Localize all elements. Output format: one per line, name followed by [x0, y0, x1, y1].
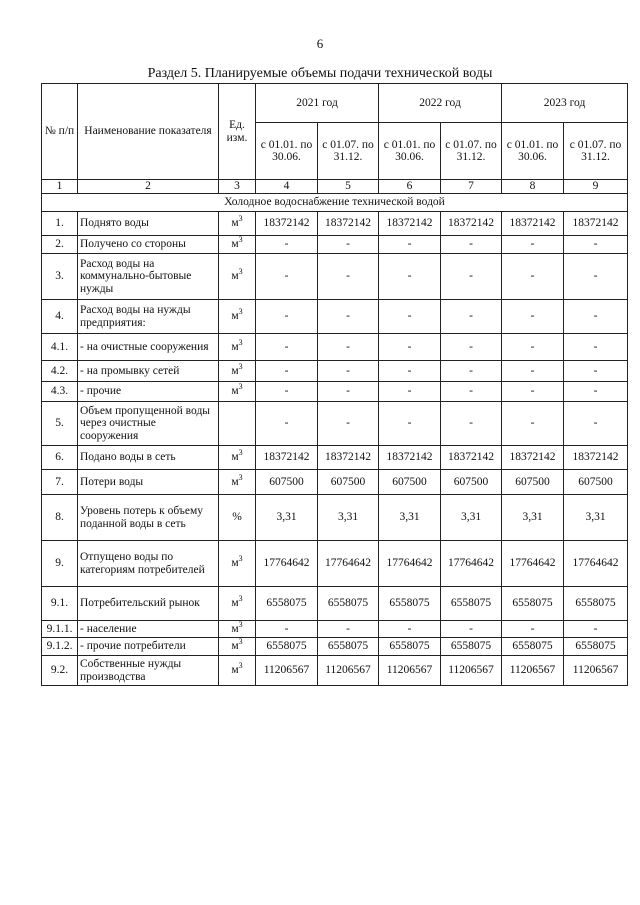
- section-row: [42, 194, 628, 212]
- value-cell: -: [256, 382, 318, 402]
- col-header-unit: Ед. изм.: [219, 84, 256, 180]
- row-number: 6.: [42, 446, 78, 470]
- value-cell: 17764642: [502, 541, 564, 587]
- value-cell: 3,31: [441, 495, 502, 541]
- unit-exponent: 3: [238, 620, 243, 629]
- table-row: [42, 638, 628, 656]
- period-header: с 01.01. по 30.06.: [502, 123, 564, 180]
- col-header-num: № п/п: [42, 84, 78, 180]
- row-number: 4.1.: [42, 334, 78, 361]
- value-cell: 11206567: [318, 656, 379, 686]
- table-row: [42, 656, 628, 686]
- value-cell: -: [564, 236, 628, 254]
- unit-cell: [219, 212, 256, 236]
- unit-cell: [219, 621, 256, 638]
- value-cell: -: [441, 300, 502, 334]
- table-row: [42, 470, 628, 495]
- value-cell: 17764642: [441, 541, 502, 587]
- value-cell: 607500: [256, 470, 318, 495]
- table-row: [42, 621, 628, 638]
- unit-cell: [219, 541, 256, 587]
- unit-cell: [219, 300, 256, 334]
- value-cell: -: [564, 300, 628, 334]
- value-cell: 6558075: [256, 587, 318, 621]
- unit-cell: [219, 402, 256, 446]
- row-number: 5.: [42, 402, 78, 446]
- unit-text: м: [231, 597, 239, 610]
- water-supply-table: [41, 83, 628, 686]
- value-cell: -: [256, 402, 318, 446]
- value-cell: 3,31: [379, 495, 441, 541]
- value-cell: 11206567: [502, 656, 564, 686]
- value-cell: -: [564, 621, 628, 638]
- indicator-name: - население: [78, 621, 219, 638]
- unit-cell: [219, 254, 256, 300]
- col-header-name: Наименование показателя: [78, 84, 219, 180]
- section-title: Холодное водоснабжение технической водой: [42, 194, 628, 212]
- value-cell: 6558075: [256, 638, 318, 656]
- value-cell: 18372142: [379, 212, 441, 236]
- indicator-name: Получено со стороны: [78, 236, 219, 254]
- row-number: 4.2.: [42, 361, 78, 382]
- value-cell: 3,31: [502, 495, 564, 541]
- unit-text: м: [231, 451, 239, 464]
- value-cell: -: [502, 382, 564, 402]
- indicator-name: Подано воды в сеть: [78, 446, 219, 470]
- indicator-name: Поднято воды: [78, 212, 219, 236]
- value-cell: -: [318, 402, 379, 446]
- value-cell: 11206567: [379, 656, 441, 686]
- value-cell: -: [564, 382, 628, 402]
- value-cell: 6558075: [318, 587, 379, 621]
- value-cell: 18372142: [318, 212, 379, 236]
- value-cell: -: [318, 621, 379, 638]
- value-cell: -: [379, 382, 441, 402]
- value-cell: -: [502, 334, 564, 361]
- unit-text: м: [231, 385, 239, 398]
- column-number: 7: [441, 180, 502, 194]
- table-row: [42, 446, 628, 470]
- value-cell: -: [379, 300, 441, 334]
- row-number: 9.1.2.: [42, 638, 78, 656]
- value-cell: -: [318, 334, 379, 361]
- value-cell: -: [502, 361, 564, 382]
- row-number: 2.: [42, 236, 78, 254]
- column-number: 8: [502, 180, 564, 194]
- value-cell: -: [318, 300, 379, 334]
- indicator-name: Уровень потерь к объему поданной воды в сеть: [78, 495, 219, 541]
- value-cell: -: [379, 621, 441, 638]
- year-header-2023: 2023 год: [502, 84, 628, 123]
- value-cell: -: [564, 254, 628, 300]
- value-cell: -: [564, 402, 628, 446]
- table-row: [42, 382, 628, 402]
- value-cell: -: [318, 254, 379, 300]
- value-cell: 18372142: [379, 446, 441, 470]
- indicator-name: - прочие: [78, 382, 219, 402]
- value-cell: 18372142: [502, 212, 564, 236]
- value-cell: 6558075: [379, 587, 441, 621]
- year-header-2022: 2022 год: [379, 84, 502, 123]
- table-row: [42, 254, 628, 300]
- value-cell: 607500: [564, 470, 628, 495]
- value-cell: 18372142: [564, 212, 628, 236]
- unit-exponent: 3: [238, 235, 243, 245]
- indicator-name: Собственные нужды производства: [78, 656, 219, 686]
- row-number: 9.1.1.: [42, 621, 78, 638]
- column-number: 4: [256, 180, 318, 194]
- value-cell: 18372142: [318, 446, 379, 470]
- unit-text: м: [231, 238, 239, 251]
- value-cell: -: [502, 621, 564, 638]
- period-header: с 01.07. по 31.12.: [441, 123, 502, 180]
- period-header: с 01.01. по 30.06.: [256, 123, 318, 180]
- value-cell: -: [318, 236, 379, 254]
- indicator-name: Расход воды на нужды предприятия:: [78, 300, 219, 334]
- value-cell: -: [379, 361, 441, 382]
- unit-text: м: [231, 364, 239, 377]
- value-cell: 18372142: [502, 446, 564, 470]
- value-cell: 18372142: [256, 212, 318, 236]
- row-number: 4.: [42, 300, 78, 334]
- value-cell: 3,31: [256, 495, 318, 541]
- period-header: с 01.07. по 31.12.: [564, 123, 628, 180]
- unit-cell: [219, 470, 256, 495]
- column-number: 5: [318, 180, 379, 194]
- unit-cell: [219, 236, 256, 254]
- unit-exponent: 3: [238, 267, 243, 277]
- value-cell: 6558075: [318, 638, 379, 656]
- value-cell: 607500: [502, 470, 564, 495]
- value-cell: -: [441, 402, 502, 446]
- indicator-name: Потери воды: [78, 470, 219, 495]
- unit-exponent: 3: [238, 448, 243, 458]
- value-cell: -: [441, 382, 502, 402]
- value-cell: 6558075: [502, 638, 564, 656]
- value-cell: 18372142: [441, 212, 502, 236]
- unit-cell: [219, 587, 256, 621]
- page-title: Раздел 5. Планируемые объемы подачи технической воды: [147, 66, 493, 81]
- value-cell: 18372142: [564, 446, 628, 470]
- unit-cell: [219, 495, 256, 541]
- unit-text: м: [231, 557, 239, 570]
- value-cell: -: [441, 254, 502, 300]
- value-cell: -: [441, 621, 502, 638]
- value-cell: -: [318, 382, 379, 402]
- unit-exponent: 3: [238, 361, 243, 371]
- value-cell: 6558075: [502, 587, 564, 621]
- value-cell: 607500: [441, 470, 502, 495]
- value-cell: 6558075: [564, 638, 628, 656]
- value-cell: 18372142: [441, 446, 502, 470]
- indicator-name: Расход воды на коммунально-бытовые нужды: [78, 254, 219, 300]
- indicator-name: - на промывку сетей: [78, 361, 219, 382]
- value-cell: 607500: [318, 470, 379, 495]
- column-number-row: [42, 180, 628, 194]
- table-body: [42, 84, 628, 686]
- value-cell: -: [441, 236, 502, 254]
- unit-exponent: 3: [238, 661, 243, 671]
- row-number: 1.: [42, 212, 78, 236]
- value-cell: -: [379, 254, 441, 300]
- table-row: [42, 587, 628, 621]
- indicator-name: Объем пропущенной воды через очистные сооружения: [78, 402, 219, 446]
- value-cell: -: [256, 300, 318, 334]
- page-number: 6: [316, 36, 324, 51]
- value-cell: 17764642: [379, 541, 441, 587]
- unit-cell: [219, 638, 256, 656]
- unit-text: м: [231, 640, 239, 653]
- table-row: [42, 495, 628, 541]
- unit-text: %: [232, 511, 242, 524]
- unit-exponent: 3: [238, 307, 243, 317]
- value-cell: -: [256, 361, 318, 382]
- value-cell: 18372142: [256, 446, 318, 470]
- unit-text: м: [231, 664, 239, 677]
- period-header: с 01.01. по 30.06.: [379, 123, 441, 180]
- period-header: с 01.07. по 31.12.: [318, 123, 379, 180]
- row-number: 4.3.: [42, 382, 78, 402]
- unit-exponent: 3: [238, 472, 243, 482]
- table-row: [42, 334, 628, 361]
- column-number: 6: [379, 180, 441, 194]
- value-cell: -: [502, 236, 564, 254]
- indicator-name: Отпущено воды по категориям потребителей: [78, 541, 219, 587]
- unit-exponent: 3: [238, 594, 243, 604]
- unit-exponent: 3: [238, 337, 243, 347]
- value-cell: 3,31: [318, 495, 379, 541]
- value-cell: 11206567: [441, 656, 502, 686]
- value-cell: 6558075: [564, 587, 628, 621]
- column-number: 3: [219, 180, 256, 194]
- value-cell: -: [564, 361, 628, 382]
- unit-text: м: [231, 310, 239, 323]
- row-number: 9.2.: [42, 656, 78, 686]
- row-number: 9.: [42, 541, 78, 587]
- indicator-name: - прочие потребители: [78, 638, 219, 656]
- indicator-name: Потребительский рынок: [78, 587, 219, 621]
- unit-text: м: [231, 270, 239, 283]
- unit-exponent: 3: [238, 382, 243, 392]
- row-number: 8.: [42, 495, 78, 541]
- unit-text: м: [231, 622, 239, 635]
- value-cell: -: [502, 254, 564, 300]
- unit-cell: [219, 656, 256, 686]
- value-cell: 6558075: [441, 587, 502, 621]
- value-cell: 6558075: [441, 638, 502, 656]
- unit-cell: [219, 361, 256, 382]
- value-cell: 3,31: [564, 495, 628, 541]
- indicator-name: - на очистные сооружения: [78, 334, 219, 361]
- value-cell: 17764642: [256, 541, 318, 587]
- value-cell: -: [564, 334, 628, 361]
- value-cell: -: [441, 334, 502, 361]
- table-row: [42, 212, 628, 236]
- unit-text: м: [231, 475, 239, 488]
- unit-cell: [219, 334, 256, 361]
- column-number: 2: [78, 180, 219, 194]
- table-row: [42, 541, 628, 587]
- value-cell: -: [379, 334, 441, 361]
- value-cell: -: [502, 402, 564, 446]
- value-cell: 607500: [379, 470, 441, 495]
- column-number: 1: [42, 180, 78, 194]
- value-cell: 6558075: [379, 638, 441, 656]
- value-cell: 17764642: [318, 541, 379, 587]
- unit-cell: [219, 446, 256, 470]
- table-row: [42, 300, 628, 334]
- unit-cell: [219, 382, 256, 402]
- row-number: 7.: [42, 470, 78, 495]
- unit-exponent: 3: [238, 214, 243, 224]
- value-cell: -: [379, 402, 441, 446]
- unit-exponent: 3: [238, 637, 243, 647]
- header-row-years: [42, 84, 628, 123]
- table-row: [42, 361, 628, 382]
- unit-text: м: [231, 340, 239, 353]
- value-cell: 11206567: [564, 656, 628, 686]
- value-cell: -: [379, 236, 441, 254]
- year-header-2021: 2021 год: [256, 84, 379, 123]
- value-cell: 11206567: [256, 656, 318, 686]
- value-cell: -: [256, 254, 318, 300]
- value-cell: 17764642: [564, 541, 628, 587]
- unit-exponent: 3: [238, 554, 243, 564]
- table-row: [42, 236, 628, 254]
- column-number: 9: [564, 180, 628, 194]
- value-cell: -: [256, 621, 318, 638]
- value-cell: -: [318, 361, 379, 382]
- row-number: 3.: [42, 254, 78, 300]
- unit-text: м: [231, 217, 239, 230]
- value-cell: -: [441, 361, 502, 382]
- value-cell: -: [256, 334, 318, 361]
- table-row: [42, 402, 628, 446]
- row-number: 9.1.: [42, 587, 78, 621]
- value-cell: -: [256, 236, 318, 254]
- value-cell: -: [502, 300, 564, 334]
